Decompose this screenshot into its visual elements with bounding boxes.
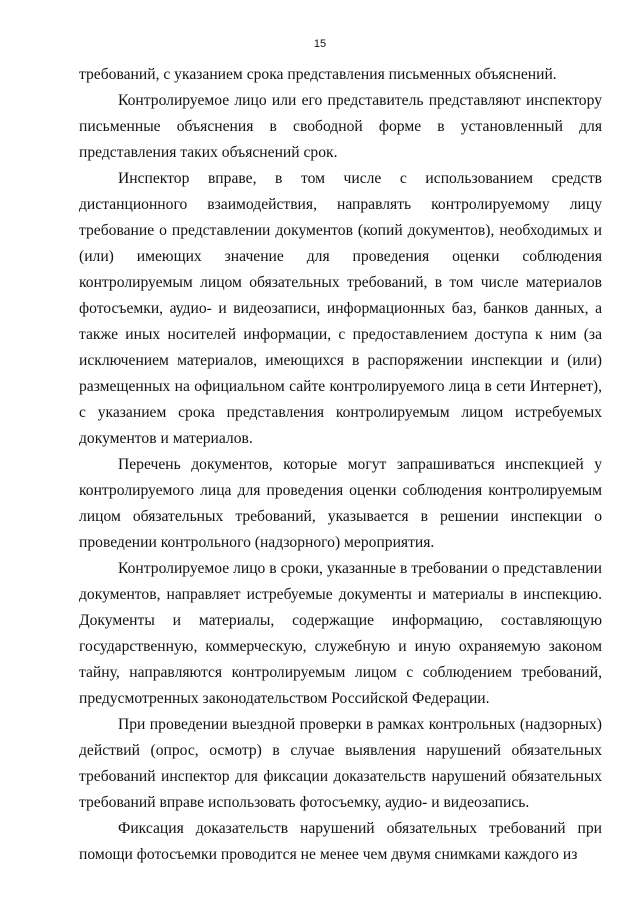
page-number: 15 (313, 38, 327, 50)
paragraph-document-list: Перечень документов, которые могут запрашиваться инспекцией у контролируемого лица для проведения оценки соблюдения контролируемым лицом обязательных требований, указывается в решении инспекции о проведении контрольного (надзорного) мероприятия. (79, 456, 602, 551)
document-body (79, 62, 602, 868)
paragraph-inspector-request: Инспектор вправе, в том числе с использованием средств дистанционного взаимодействия, направлять контролируемому лицу требование о представлении документов (копий документов), необходимых и (или) имеющих значение для проведения оценки соблюдения контролируемым лицом обязательных требований, в том числе материалов фотосъемки, аудио- и видеозаписи, информационных баз, банков данных, а также иных носителей информации, с предоставлением доступа к ним (за исключением материалов, имеющихся в распоряжении инспекции и (или) размещенных на официальном сайте контролируемого лица в сети Интернет), с указанием срока представления контролируемым лицом истребуемых документов и материалов. (79, 170, 602, 447)
paragraph-continued: требований, с указанием срока представления письменных объяснений. (79, 66, 557, 83)
paragraph-document-submission: Контролируемое лицо в сроки, указанные в требовании о представлении документов, направляет истребуемые документы и материалы в инспекцию. Документы и материалы, содержащие информацию, составляющую государственную, коммерческую, служебную и иную охраняемую законом тайну, направляются контролируемым лицом с соблюдением требований, предусмотренных законодательством Российской Федерации. (79, 560, 602, 707)
paragraph-evidence-recording: При проведении выездной проверки в рамках контрольных (надзорных) действий (опрос, осмотр) в случае выявления нарушений обязательных требований инспектор для фиксации доказательств нарушений обязательных требований вправе использовать фотосъемку, аудио- и видеозапись. (79, 716, 602, 811)
paragraph-photo-evidence: Фиксация доказательств нарушений обязательных требований при помощи фотосъемки проводится не менее чем двумя снимками каждого из (79, 820, 602, 863)
paragraph-written-explanations: Контролируемое лицо или его представитель представляют инспектору письменные объяснения в свободной форме в установленный для представления таких объяснений срок. (79, 92, 602, 161)
